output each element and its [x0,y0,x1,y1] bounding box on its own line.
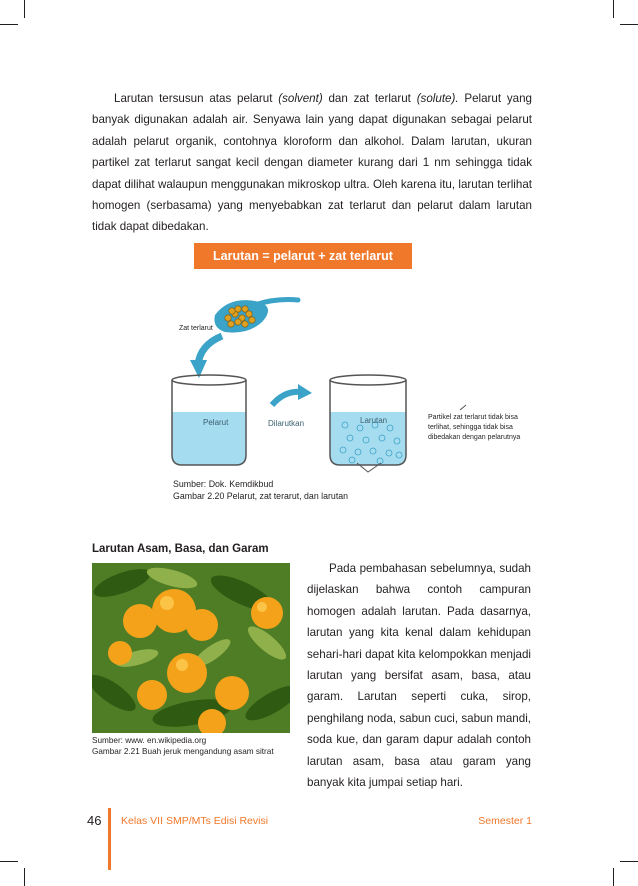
page-number: 46 [87,813,102,828]
label-solvent: Pelarut [203,418,229,427]
label-solute: Zat terlarut [179,325,213,332]
figure-2-title: Gambar 2.21 Buah jeruk mengandung asam sitrat [92,747,274,756]
label-solution: Larutan [360,416,388,425]
note-particles: Partikel zat terlarut tidak bisa terlihat, sehingga tidak bisa dibedakan dengan pelarutnya [428,414,521,441]
label-dissolved: Dilarutkan [268,419,305,428]
orange-photo [92,563,290,733]
crop-mark [24,868,25,886]
arrow-icon [298,384,312,400]
formula-banner: Larutan = pelarut + zat terlarut [194,243,412,269]
footer-semester: Semester 1 [478,815,532,827]
figure-1-caption [173,478,348,502]
crop-mark [613,868,614,886]
crop-mark [620,861,638,862]
section-heading: Larutan Asam, Basa, dan Garam [92,543,269,555]
intro-paragraph: Larutan tersusun atas pelarut (solvent) dan zat terlarut (solute). Pelarut yang banyak digunakan adalah air. Senyawa lain yang dapat digunakan sebagai pelarut adalah pelarut organik, contohnya kloroform dan alkohol. Dalam larutan, ukuran partikel zat terlarut sangat kecil dengan diameter kurang dari 1 nm sehingga tidak dapat dilihat walaupun menggunakan mikroskop ultra. Oleh karena itu, larutan terlihat homogen (serbasama) yang menyebabkan zat terlarut dan pelarut dalam larutan tidak dapat dibedakan. [92,92,532,234]
arrow-icon [272,392,302,405]
figure-1-title: Gambar 2.20 Pelarut, zat terarut, dan larutan [173,491,349,501]
figure-1-source: Sumber: Dok. Kemdikbud [173,479,274,489]
figure-2-caption [92,735,274,757]
figure-2-source: Sumber: www. en.wikipedia.org [92,736,207,745]
crop-mark [0,861,18,862]
footer-book-title: Kelas VII SMP/MTs Edisi Revisi [121,815,269,827]
acid-base-paragraph: Pada pembahasan sebelumnya, sudah dijelaskan bahwa contoh campuran homogen adalah larutan. Pada dasarnya, larutan yang kita kenal dalam kehidupan sehari-hari dapat kita kelompokkan menjadi larutan yang bersifat asam, basa, atau garam. Larutan seperti cuka, sirop, penghilang noda, sabun cuci, sabun mandi, soda kue, dan garam dapur adalah contoh larutan asam, basa atau garam yang banyak kita jumpai setiap hari. [307,562,531,790]
footer-divider [108,808,111,870]
pointer-line [460,405,466,410]
spoon-icon [214,300,298,333]
